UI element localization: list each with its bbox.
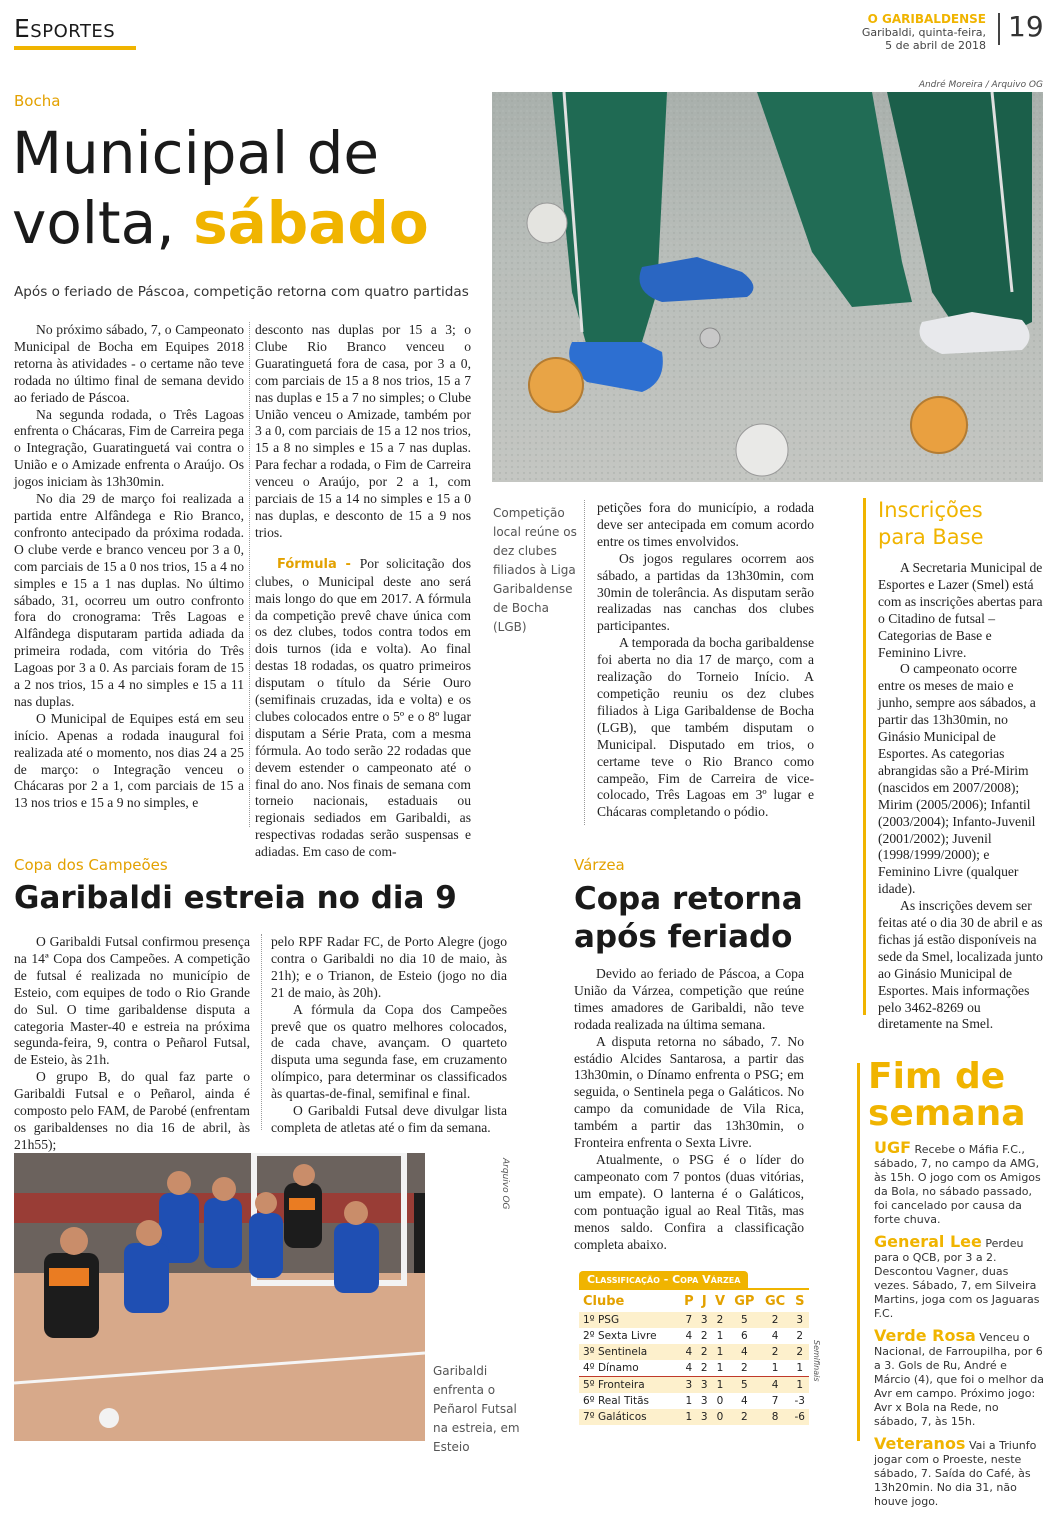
fds-text: Vai a Triunfo jogar com o Proeste, neste sábado, 7. Saída do Café, às 13h20min. No dia 31, não houve jogo. bbox=[874, 1439, 1037, 1508]
main-col1-p2: Na segunda rodada, o Três Lagoas enfrenta o Chácaras, Fim de Carreira pega o Integração, Guaratinguetá vai contra o União e o Amizade enfrenta o Araújo. Os jogos iniciam às 13h30min. bbox=[14, 406, 244, 490]
table-row bbox=[579, 1377, 809, 1394]
cell-value: 4 bbox=[740, 1395, 748, 1407]
main-col-2 bbox=[255, 322, 471, 861]
fds-title-1: Fim de bbox=[868, 1056, 1006, 1097]
table-row bbox=[579, 1360, 809, 1377]
main-col-3 bbox=[597, 500, 814, 821]
main-col1-p1: No próximo sábado, 7, o Campeonato Municipal de Bocha em Equipes 2018 retorna às atividades - o certame não teve rodada no último final de semana devido ao feriado de Páscoa. bbox=[14, 322, 244, 405]
th-p: P bbox=[684, 1293, 694, 1309]
main-headline bbox=[12, 118, 429, 258]
cell-value: 4 bbox=[685, 1330, 693, 1342]
cell-value: 1 bbox=[716, 1379, 724, 1391]
copa-kicker: Copa dos Campeões bbox=[14, 856, 168, 874]
fds-team: General Lee bbox=[874, 1232, 982, 1251]
col-rule-2 bbox=[584, 500, 585, 825]
fds-title bbox=[868, 1058, 1026, 1132]
fds-rule bbox=[857, 1063, 860, 1441]
main-subtitle: Após o feriado de Páscoa, competição retorna com quatro partidas bbox=[14, 284, 469, 300]
cell-value: 1 bbox=[716, 1346, 724, 1358]
copa-col-1 bbox=[14, 934, 250, 1154]
copa-col2-p2: A fórmula da Copa dos Campeões prevê que os quatro melhores colocados, de cada chave, avançam. O quarteto disputa uma segunda fase, em cruzamento olímpico, para determinar os classificados às quartas-de-final, semifinal e final. bbox=[271, 1001, 507, 1102]
cell-club: 7º Galáticos bbox=[583, 1411, 647, 1423]
fds-team: Verde Rosa bbox=[874, 1326, 976, 1345]
futsal-scene-illustration bbox=[14, 1153, 425, 1441]
cell-value: 7 bbox=[685, 1314, 693, 1326]
cell-value: 7 bbox=[771, 1395, 779, 1407]
cell-value: 3 bbox=[700, 1314, 708, 1326]
headline-line1: Municipal de bbox=[12, 119, 380, 187]
fds-item bbox=[874, 1138, 1044, 1227]
cell-value: 1 bbox=[796, 1362, 804, 1374]
th-j: J bbox=[701, 1293, 707, 1309]
varzea-headline bbox=[574, 880, 803, 956]
headline-part2: volta, bbox=[12, 189, 194, 257]
cell-value: 2 bbox=[796, 1346, 804, 1358]
cell-value: 0 bbox=[716, 1395, 724, 1407]
fds-team: UGF bbox=[874, 1138, 912, 1157]
masthead bbox=[862, 12, 986, 52]
cell-value: 2 bbox=[771, 1314, 779, 1326]
cell-value: 4 bbox=[685, 1362, 693, 1374]
varzea-body bbox=[574, 966, 804, 1253]
sidebar-title-2: para Base bbox=[878, 525, 984, 549]
classification-table bbox=[579, 1288, 809, 1425]
cell-value: 5 bbox=[740, 1314, 748, 1326]
main-col-1 bbox=[14, 322, 244, 812]
cell-value: 8 bbox=[771, 1411, 779, 1423]
cell-club: 5º Fronteira bbox=[583, 1379, 645, 1391]
cell-value: 4 bbox=[771, 1330, 779, 1342]
page-divider bbox=[998, 13, 1000, 45]
sidebar-rule bbox=[863, 498, 866, 1015]
varzea-p2: A disputa retorna no sábado, 7. No estádio Alcides Santarosa, a partir das 13h30min, o Dínamo enfrenta o PSG; em seguida, o Sentinela pega o Galáticos. No campo da comunidade de Vila Rica, também a partir das 13h30min, o Fronteira enfrenta o Sexta Livre. bbox=[574, 1033, 804, 1151]
futsal-photo-credit: Arquivo OG bbox=[500, 1158, 510, 1210]
cell-club: 6º Real Titãs bbox=[583, 1395, 649, 1407]
table-body bbox=[579, 1312, 809, 1425]
cell-club: 1º PSG bbox=[583, 1314, 620, 1326]
cell-value: 2 bbox=[716, 1314, 724, 1326]
copa-col-2 bbox=[271, 934, 507, 1137]
fds-text: Perdeu para o QCB, por 3 a 2. Descontou Vagner, duas vezes. Sábado, 7, em Silveira Martins, joga com os Jaguaras F.C. bbox=[874, 1237, 1040, 1320]
section-name: Esportes bbox=[14, 14, 116, 43]
cell-value: 2 bbox=[740, 1362, 748, 1374]
th-gp: GP bbox=[734, 1293, 755, 1309]
copa-col2-p3: O Garibaldi Futsal deve divulgar lista completa de atletas até o fim da semana. bbox=[271, 1103, 507, 1135]
fds-text: Recebe o Máfia F.C., sábado, 7, no campo da AMG, às 15h. O jogo com os Amigos da Bola, no sábado passado, foi cancelado por causa da forte chuva. bbox=[874, 1143, 1041, 1226]
varzea-headline-1: Copa retorna bbox=[574, 881, 803, 917]
col-rule-1 bbox=[249, 322, 250, 827]
cell-value: 3 bbox=[796, 1314, 804, 1326]
cell-value: 2 bbox=[700, 1362, 708, 1374]
dateline-2: 5 de abril de 2018 bbox=[885, 39, 986, 52]
cell-value: 5 bbox=[740, 1379, 748, 1391]
varzea-p1: Devido ao feriado de Páscoa, a Copa União da Várzea, competição que reúne times amadores de Garibaldi, não teve rodada realizada na última semana. bbox=[574, 966, 804, 1032]
th-v: V bbox=[714, 1293, 725, 1309]
sidebar-p1: A Secretaria Municipal de Esportes e Lazer (Smel) está com as inscrições abertas para o Citadino de futsal – Categorias de Base e Feminino Livre. bbox=[878, 560, 1043, 660]
sidebar-p3: As inscrições devem ser feitas até o dia 30 de abril e as fichas já estão disponíveis na sede da Smel, localizada junto ao Ginásio Municipal de Esportes. Mais informações pelo 3462-8269 ou diretamente na Smel. bbox=[878, 898, 1043, 1032]
cell-club: 3º Sentinela bbox=[583, 1346, 648, 1358]
cell-value: 3 bbox=[700, 1395, 708, 1407]
fds-item bbox=[874, 1434, 1044, 1509]
cell-value: 3 bbox=[700, 1379, 708, 1391]
cell-value: 1 bbox=[685, 1395, 693, 1407]
th-s: S bbox=[795, 1293, 805, 1309]
main-col3-p2: Os jogos regulares ocorrem aos sábado, a partidas da 13h30min, com 30min de tolerância. As disputam serão realizadas nas canchas dos clubes participantes. bbox=[597, 550, 814, 634]
headline-line2 bbox=[12, 188, 429, 258]
sidebar-body bbox=[878, 560, 1044, 1033]
copa-col1-p1: O Garibaldi Futsal confirmou presença na 14ª Copa dos Campeões. A competição de futsal é realizada no município de Esteio, com equipes de todo o Rio Grande do Sul. O time garibaldense disputa a categoria Master-40 e estreia na próxima segunda-feira, 9, contra o Peñarol Futsal, de Esteio, às 21h. bbox=[14, 934, 250, 1068]
cell-value: 1 bbox=[796, 1379, 804, 1391]
cell-value: 6 bbox=[740, 1330, 748, 1342]
cell-value: 2 bbox=[740, 1411, 748, 1423]
cell-value: 0 bbox=[716, 1411, 724, 1423]
section-title bbox=[14, 14, 115, 43]
futsal-photo bbox=[14, 1153, 425, 1441]
table-header-row bbox=[579, 1289, 809, 1312]
th-clube: Clube bbox=[583, 1293, 625, 1309]
futsal-caption: Garibaldi enfrenta o Peñarol Futsal na estreia, em Esteio bbox=[433, 1364, 520, 1454]
table-row bbox=[579, 1393, 809, 1409]
fds-items bbox=[874, 1138, 1045, 1517]
main-kicker: Bocha bbox=[14, 92, 61, 110]
cell-value: 4 bbox=[740, 1346, 748, 1358]
main-col3-p3: A temporada da bocha garibaldense foi aberta no dia 17 de março, com a realização do Torneio Início. A competição reuniu os dez clubes filiados à Liga Garibaldense de Bocha (LGB), que também disputam o Municipal. Disputado em trios, o certame teve o Rio Branco como campeão, Fim de Carreira de vice-colocado, Três Lagoas em 3º lugar e Chácaras completando o pódio. bbox=[597, 635, 814, 820]
section-underline bbox=[14, 46, 136, 50]
cell-value: 4 bbox=[771, 1379, 779, 1391]
table-row bbox=[579, 1312, 809, 1328]
table-title: Classificação - Copa Várzea bbox=[579, 1271, 748, 1288]
main-col2-p1: desconto nas duplas por 15 a 3; o Clube Rio Branco venceu o Guaratinguetá fora de casa, por 3 a 0, com parciais de 15 a 8 nos trios, 15 a 7 nas duplas e 15 a 7 no simples; o Clube União venceu o Amizade, também por 3 a 0, com parciais de 15 a 12 nos trios, 15 a 8 no simples e 15 a 7 nas duplas. Para fechar a rodada, o Fim de Carreira venceu o Araújo, por 2 a 1, com parciais de 15 a 14 no simples e 15 a 0 nas duplas, e desconto de 15 a 9 nos trios. bbox=[255, 322, 471, 540]
photo-credit: André Moreira / Arquivo OG bbox=[918, 80, 1043, 90]
cell-value: 4 bbox=[685, 1346, 693, 1358]
cell-value: 2 bbox=[771, 1346, 779, 1358]
sidebar-title bbox=[878, 497, 984, 551]
varzea-p3: Atualmente, o PSG é o líder do campeonato com 7 pontos (duas vitórias, um empate). O lanterna é o Galáticos, com pontuação igual ao Real Titãs, mas menos saldo. Confira a classificação completa abaixo. bbox=[574, 1151, 804, 1252]
cell-value: 2 bbox=[700, 1346, 708, 1358]
dateline-1: Garibaldi, quinta-feira, bbox=[861, 26, 986, 39]
table-row bbox=[579, 1409, 809, 1425]
copa-col-rule bbox=[261, 934, 262, 1130]
cell-value: 3 bbox=[700, 1411, 708, 1423]
cell-value: 3 bbox=[685, 1379, 693, 1391]
main-col3-p1: petições fora do município, a rodada deve ser antecipada em comum acordo entre os times envolvidos. bbox=[597, 500, 814, 549]
main-col2-p2 bbox=[255, 556, 471, 861]
formula-lead: Fórmula - bbox=[277, 556, 360, 572]
varzea-kicker: Várzea bbox=[574, 856, 625, 874]
cell-value: 1 bbox=[716, 1330, 724, 1342]
cell-value: -3 bbox=[794, 1395, 805, 1407]
cell-club: 2º Sexta Livre bbox=[583, 1330, 657, 1342]
main-col1-p4: O Municipal de Equipes está em seu início. Apenas a rodada inaugural foi realizada até o momento, nos dias 24 a 25 de março: o Integração venceu o Chácaras por 2 a 1, com parciais de 15 a 13 nos trios e 15 a 9 no simples, e bbox=[14, 710, 244, 811]
bocha-caption: Competição local reúne os dez clubes filiados à Liga Garibaldense de Bocha (LGB) bbox=[493, 506, 577, 634]
cell-value: 1 bbox=[716, 1362, 724, 1374]
main-col1-p3: No dia 29 de março foi realizada a partida entre Alfândega e Rio Branco, confronto antecipado da próxima rodada. O clube verde e branco venceu por 3 a 0, com parciais de 15 a 0 nos trios, 15 a 4 no simples e 15 a 1 nas duplas. No último sábado, 31, ocorreu um outro confronto fora do cronograma: Três Lagoas e Alfândega disputaram partida adiada da primeira rodada, com vitória do Três Lagoas por 3 a 0. As parciais foram de 15 a 2 nos trios, 15 a 4 no simples e 15 a 11 nas duplas. bbox=[14, 491, 244, 709]
page-number: 19 bbox=[1008, 10, 1044, 43]
th-gc: GC bbox=[765, 1293, 786, 1309]
fds-item bbox=[874, 1232, 1044, 1321]
cell-value: 2 bbox=[700, 1330, 708, 1342]
fds-text: Venceu o Nacional, de Farroupilha, por 6 a 3. Gols de Ru, André e Márcio (4), que foi o melhor da Avr em campo. Próximo jogo: Avr x Bola na Rede, no sábado, 7, às 15h. bbox=[874, 1331, 1045, 1428]
bocha-scene-illustration bbox=[492, 92, 1043, 482]
formula-text: Por solicitação dos clubes, o Municipal deste ano será mais longo do que em 2017. A fórmula da competição prevê chave única com os dez clubes, todos contra todos em dois turnos (ida e volta). Ao final destas 18 rodadas, os quatro primeiros disputam o título da Série Ouro (semifinais cruzadas, ida e volta) e os clubes colocados entre o 5º e o 8º lugar disputam a Série Prata, com a mesma fórmula. Ao todo serão 22 rodadas que devem estender o campeonato até o final do ano. Nos finais de semana com torneio nacionais, estaduais ou regionais sediados em Garibaldi, as respectivas rodadas serão suspensas e adiadas. Em caso de com- bbox=[255, 555, 471, 860]
table-row bbox=[579, 1328, 809, 1344]
classification-table-box bbox=[579, 1268, 809, 1425]
bocha-photo bbox=[492, 92, 1043, 482]
fds-team: Veteranos bbox=[874, 1434, 966, 1453]
cell-club: 4º Dínamo bbox=[583, 1362, 639, 1374]
paper-name: O GARIBALDENSE bbox=[867, 12, 986, 26]
fds-item bbox=[874, 1326, 1045, 1429]
varzea-headline-2: após feriado bbox=[574, 919, 793, 955]
cell-value: 1 bbox=[685, 1411, 693, 1423]
copa-col1-p2: O grupo B, do qual faz parte o Garibaldi Futsal e o Peñarol, ainda é composto pelo FAM, de Parobé (enfrentam os garibaldenses no dia 16 de abril, às 21h55); bbox=[14, 1069, 250, 1152]
table-row bbox=[579, 1344, 809, 1360]
copa-col2-p1: pelo RPF Radar FC, de Porto Alegre (jogo contra o Garibaldi no dia 10 de maio, às 21h); e o Trianon, de Esteio (jogo no dia 21 de maio, às 20h). bbox=[271, 934, 507, 1000]
headline-highlight: sábado bbox=[193, 189, 429, 257]
sidebar-p2: O campeonato ocorre entre os meses de maio e junho, sempre aos sábados, a partir das 13h30min, no Ginásio Municipal de Esportes. As categorias abrangidas são a Pré-Mirim (nascidos em 2007/2008); Mirim (2005/2006); Infantil (2003/2004); Infanto-Juvenil (2001/2002); Juvenil (1998/1999/2000); e Feminino Livre (qualquer idade). bbox=[878, 661, 1036, 897]
cell-value: 1 bbox=[771, 1362, 779, 1374]
cell-value: -6 bbox=[794, 1411, 805, 1423]
fds-title-2: semana bbox=[868, 1093, 1026, 1134]
sidebar-title-1: Inscrições bbox=[878, 498, 983, 522]
cell-value: 2 bbox=[796, 1330, 804, 1342]
semifinals-label: Semifinais bbox=[812, 1340, 821, 1382]
copa-headline: Garibaldi estreia no dia 9 bbox=[14, 880, 457, 916]
